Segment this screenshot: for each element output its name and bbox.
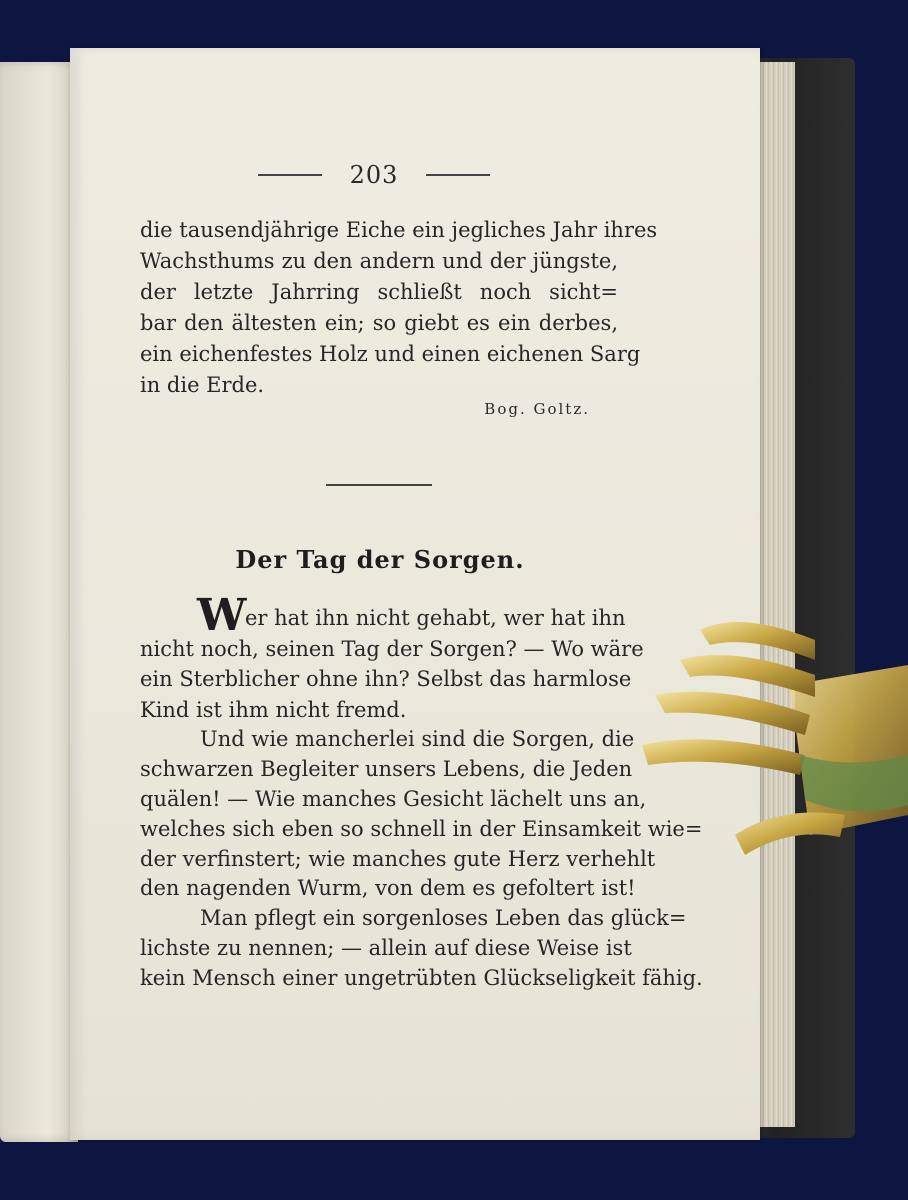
text-line: ein eichenfestes Holz und einen eichenen Sarg [140,342,641,366]
header-rule-right [426,174,490,176]
brass-hand-page-holder-icon [640,605,908,870]
text-line: den nagenden Wurm, von dem es gefoltert ist! [140,876,636,900]
text-line: er hat ihn nicht gehabt, wer hat ihn [245,606,626,630]
header-rule-left [258,174,322,176]
text-line: schwarzen Begleiter unsers Lebens, die Jeden [140,757,633,781]
page-number: 203 [349,161,399,189]
text-line: bar den ältesten ein; so giebt es ein derbes, [140,311,618,335]
text-line: Wachsthums zu den andern und der jüngste, [140,249,618,273]
section-title: Der Tag der Sorgen. [235,545,525,574]
drop-cap: W [197,590,247,641]
section-divider [326,484,432,486]
text-line: der verfinstert; wie manches gute Herz verhehlt [140,847,656,871]
text-line: kein Mensch einer ungetrübten Glückseligkeit fähig. [140,966,703,990]
text-line: der letzte Jahrring schließt noch sicht= [140,280,618,304]
text-line: Kind ist ihm nicht fremd. [140,698,407,722]
page-header [258,160,490,190]
left-page-edge [0,62,78,1142]
text-line: lichste zu nennen; — allein auf diese Weise ist [140,936,632,960]
text-line: welches sich eben so schnell in der Einsamkeit wie= [140,817,703,841]
text-line: Man pflegt ein sorgenloses Leben das glück= [200,906,687,930]
text-line: ein Sterblicher ohne ihn? Selbst das harmlose [140,667,632,691]
text-line: in die Erde. [140,373,265,397]
text-line: Und wie mancherlei sind die Sorgen, die [200,727,635,751]
text-line: quälen! — Wie manches Gesicht lächelt uns an, [140,787,647,811]
author-signature: Bog. Goltz. [484,400,590,418]
text-line: die tausendjährige Eiche ein jegliches Jahr ihres [140,218,658,242]
text-line: nicht noch, seinen Tag der Sorgen? — Wo wäre [140,637,644,661]
